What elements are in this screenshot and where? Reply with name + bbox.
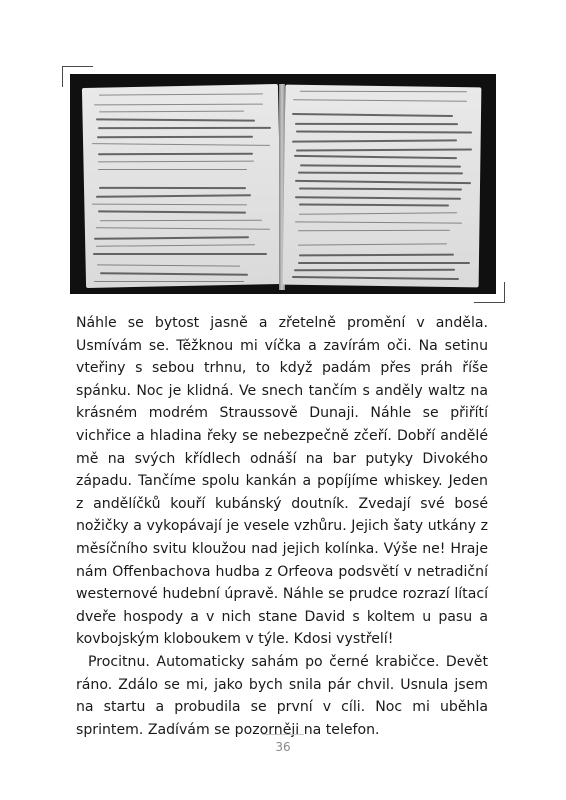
handwriting-line xyxy=(294,268,455,271)
handwriting-line xyxy=(98,169,247,170)
handwriting-line xyxy=(298,229,450,231)
handwriting-line xyxy=(100,219,262,220)
notebook-photo xyxy=(70,74,496,294)
paragraph-1: Náhle se bytost jasně a zřetelně promění v anděla. Usmívám se. Těžknou mi víčka a zavírám oči. Na setinu vteřiny s sebou trhnu, to když padám přes práh říše spánku. Noc je klidná. Ve snech tančím s anděly waltz na krásném modrém Straussově Dunaji. Náhle se přiřítí vichřice a hladina řeky se nebezpečně zčeří. Dobří andělé mě na svých křídlech odnáší na bar putyky Divokého západu. Tančíme spolu kankán a popíjíme whiskey. Jeden z andělíčků kouří kubánský doutník. Zvedají své bosé nožičky a vykopávají je vesele vzhůru. Jejich šaty utkány z měsíčního svitu kloužou nad jejich kolínka. Výše ne! Hraje nám Offenbachova hudba z Orfeova podsvětí v netradiční westernové hudební úpravě. Náhle se prudce rozrazí lítací dveře hospody a v nich stane David s koltem u pasu a kovbojským kloboukem v týle. Kdosi vystřelí! xyxy=(76,315,488,648)
paragraph-2: Procitnu. Automaticky sahám po černé krabičce. Devět ráno. Zdálo se mi, jako bych snila pár chvil. Usnula jsem na startu a probudila se první v cíli. Noc mi uběhla sprintem. Zadívám se pozorněji na telefon. xyxy=(76,653,488,738)
body-text xyxy=(76,312,488,741)
handwriting-line xyxy=(298,262,470,264)
page-number-rule xyxy=(262,734,304,735)
handwriting-line xyxy=(299,253,454,256)
page-number: 36 xyxy=(275,740,291,754)
handwriting-line xyxy=(94,281,244,282)
